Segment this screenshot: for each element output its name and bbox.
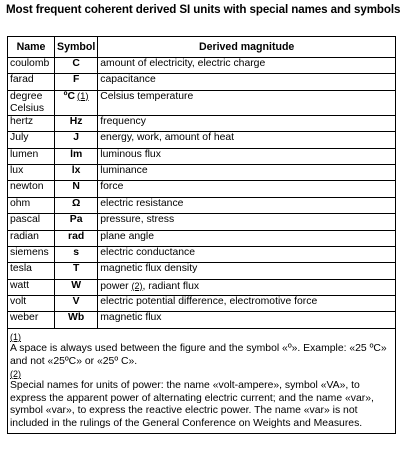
magnitude-footnote-link[interactable]: (2) (131, 280, 143, 291)
derived-magnitude-cell (98, 230, 396, 246)
si-units-table (7, 36, 396, 434)
unit-name: tesla (8, 263, 55, 279)
derived-magnitude: electric potential difference, electromotive force (100, 296, 318, 308)
unit-symbol: rad (68, 230, 85, 242)
table-row (8, 132, 396, 148)
unit-symbol: F (72, 74, 80, 86)
table-row (8, 312, 396, 328)
unit-symbol: Ω (71, 197, 81, 209)
unit-symbol-cell (55, 132, 98, 148)
unit-symbol-cell (55, 90, 98, 115)
unit-symbol-cell (55, 115, 98, 131)
unit-symbol-cell (55, 164, 98, 180)
unit-name: farad (8, 74, 55, 90)
table-row (8, 197, 396, 213)
derived-magnitude-cell (98, 90, 396, 115)
derived-magnitude: force (100, 181, 124, 193)
table-row (8, 263, 396, 279)
unit-symbol: ºC (63, 90, 75, 102)
unit-name: July (8, 132, 55, 148)
table-row (8, 181, 396, 197)
derived-magnitude: capacitance (100, 74, 156, 86)
unit-symbol: T (72, 263, 80, 275)
unit-name: newton (8, 181, 55, 197)
unit-symbol-cell (55, 148, 98, 164)
unit-name: hertz (8, 115, 55, 131)
footnotes (8, 328, 396, 433)
unit-symbol: s (73, 246, 80, 258)
unit-name: pascal (8, 214, 55, 230)
table-header-row (8, 37, 396, 58)
derived-magnitude: luminous flux (100, 148, 161, 160)
table-row (8, 148, 396, 164)
derived-magnitude: frequency (100, 115, 146, 127)
unit-symbol-cell (55, 246, 98, 262)
unit-symbol-cell (55, 214, 98, 230)
unit-name: coulomb (8, 58, 55, 74)
footnote-ref-2[interactable]: (2) (10, 369, 21, 380)
table-row (8, 230, 396, 246)
unit-name: degree Celsius (8, 90, 55, 115)
derived-magnitude-cell (98, 214, 396, 230)
derived-magnitude-cell (98, 58, 396, 74)
derived-magnitude-cell (98, 181, 396, 197)
unit-name: siemens (8, 246, 55, 262)
unit-symbol: W (71, 279, 82, 291)
footnote-ref-1[interactable]: (1) (10, 331, 21, 342)
derived-magnitude: pressure, stress (100, 214, 175, 226)
derived-magnitude-cell (98, 263, 396, 279)
footnote-text-1: A space is always used between the figure and the symbol «º». Example: «25 ºC» and not «25ºC» or «25º C». (10, 343, 387, 367)
unit-symbol: V (72, 296, 80, 308)
table-row (8, 246, 396, 262)
derived-magnitude: electric conductance (100, 246, 195, 258)
unit-symbol: Hz (69, 115, 83, 127)
derived-magnitude-cell (98, 296, 396, 312)
symbol-column-header: Symbol (55, 37, 98, 58)
unit-symbol: Wb (68, 312, 85, 324)
derived-magnitude: magnetic flux (100, 312, 162, 324)
unit-symbol: J (73, 132, 80, 144)
derived-magnitude-cell (98, 74, 396, 90)
footnote-text-2: Special names for units of power: the name «volt-ampere», symbol «VA», to express the apparent power of alternating electric current; and the name «var», symbol «var», to express the reactive electric power. The name «var» is not included in the rulings of the General Conference on Weights and Measures. (10, 380, 374, 429)
unit-symbol: C (72, 58, 80, 69)
derived-magnitude: electric resistance (100, 197, 184, 209)
unit-symbol-cell (55, 74, 98, 90)
unit-symbol-cell (55, 312, 98, 328)
unit-symbol: Pa (69, 214, 83, 226)
derived-magnitude-cell (98, 148, 396, 164)
derived-magnitude-cell (98, 115, 396, 131)
name-column-header: Name (8, 37, 55, 58)
unit-name: radian (8, 230, 55, 246)
table-row (8, 279, 396, 295)
unit-name: watt (8, 279, 55, 295)
unit-symbol: lm (70, 148, 83, 160)
unit-name: lumen (8, 148, 55, 164)
derived-magnitude-cell (98, 279, 396, 295)
magnitude-column-header: Derived magnitude (98, 37, 396, 58)
derived-magnitude-cell (98, 164, 396, 180)
unit-symbol-cell (55, 279, 98, 295)
derived-magnitude: plane angle (100, 230, 154, 242)
unit-symbol: lx (71, 164, 81, 176)
unit-symbol-cell (55, 181, 98, 197)
derived-magnitude-cell (98, 246, 396, 262)
derived-magnitude: amount of electricity, electric charge (100, 58, 266, 69)
unit-name: lux (8, 164, 55, 180)
derived-magnitude-cell (98, 312, 396, 328)
derived-magnitude: luminance (100, 164, 148, 176)
derived-magnitude: power (100, 280, 129, 292)
unit-name: ohm (8, 197, 55, 213)
derived-magnitude: Celsius temperature (100, 90, 194, 102)
unit-symbol: N (72, 181, 80, 193)
table-row (8, 214, 396, 230)
derived-magnitude-cell (98, 132, 396, 148)
page-title: Most frequent coherent derived SI units with special names and symbols (6, 3, 401, 16)
table-row (8, 164, 396, 180)
table-row (8, 58, 396, 74)
table-row (8, 115, 396, 131)
unit-name: weber (8, 312, 55, 328)
derived-magnitude-cell (98, 197, 396, 213)
symbol-footnote-link[interactable]: (1) (76, 90, 89, 102)
table-row (8, 90, 396, 115)
unit-symbol-cell (55, 58, 98, 74)
derived-magnitude-rest: , radiant flux (142, 280, 200, 292)
table-row (8, 296, 396, 312)
unit-name: volt (8, 296, 55, 312)
notes-row (8, 328, 396, 433)
unit-symbol-cell (55, 296, 98, 312)
unit-symbol-cell (55, 263, 98, 279)
table-row (8, 74, 396, 90)
unit-symbol-cell (55, 197, 98, 213)
derived-magnitude: magnetic flux density (100, 263, 198, 275)
unit-symbol-cell (55, 230, 98, 246)
derived-magnitude: energy, work, amount of heat (100, 132, 235, 144)
